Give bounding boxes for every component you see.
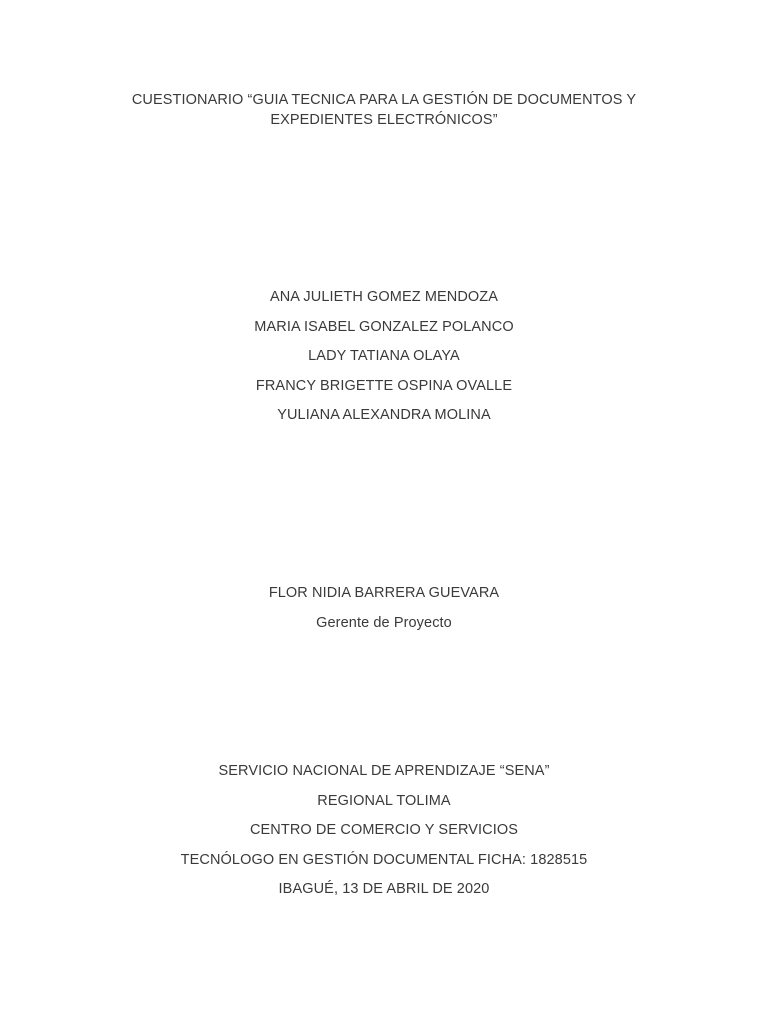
institution-center: CENTRO DE COMERCIO Y SERVICIOS [249, 822, 519, 838]
manager-role: Gerente de Proyecto [316, 614, 452, 631]
place-and-date: IBAGUÉ, 13 DE ABRIL DE 2020 [278, 881, 490, 897]
author-name: YULIANA ALEXANDRA MOLINA [277, 407, 491, 423]
institution-name: SERVICIO NACIONAL DE APRENDIZAJE “SENA” [218, 763, 550, 779]
program-and-ficha: TECNÓLOGO EN GESTIÓN DOCUMENTAL FICHA: 1828515 [180, 851, 588, 868]
document-title [0, 90, 768, 130]
title-line-1: CUESTIONARIO “GUIA TECNICA PARA LA GESTIÓN DE DOCUMENTOS Y [131, 92, 637, 108]
institution-region: REGIONAL TOLIMA [317, 792, 451, 809]
author-name: LADY TATIANA OLAYA [308, 348, 460, 364]
author-name: FRANCY BRIGETTE OSPINA OVALLE [255, 377, 513, 394]
institution-info [0, 761, 768, 909]
project-manager [0, 583, 768, 642]
title-line-2: EXPEDIENTES ELECTRÓNICOS” [270, 112, 498, 128]
author-list [0, 287, 768, 435]
author-name: MARIA ISABEL GONZALEZ POLANCO [254, 318, 514, 335]
manager-name: FLOR NIDIA BARRERA GUEVARA [268, 585, 500, 601]
author-name: ANA JULIETH GOMEZ MENDOZA [269, 289, 499, 305]
